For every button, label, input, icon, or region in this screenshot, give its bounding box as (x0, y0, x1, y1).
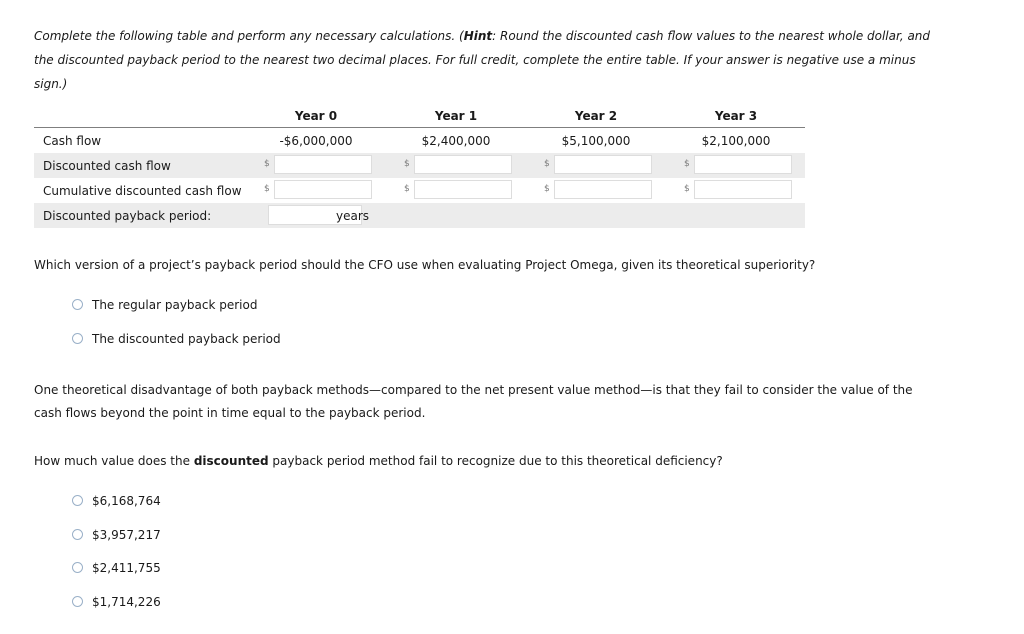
header-year-2: Year 2 (574, 109, 618, 123)
question-2-prefix: How much value does the (34, 454, 194, 468)
table-header (34, 106, 805, 128)
dollar-sign: $ (264, 159, 270, 169)
dollar-sign: $ (264, 184, 270, 194)
header-year-1: Year 1 (434, 109, 478, 123)
cum-year-2-input[interactable] (554, 180, 652, 199)
radio-icon[interactable] (72, 596, 83, 607)
dollar-sign: $ (404, 159, 410, 169)
cum-year-3-input[interactable] (694, 180, 792, 199)
years-unit: years (336, 209, 370, 223)
radio-icon[interactable] (72, 299, 83, 310)
statement-text: One theoretical disadvantage of both payback methods—compared to the net present value method—is that they fail to consider the value of the cash flows beyond the point in time equal to the payback period. (34, 383, 913, 420)
row-payback-period (34, 203, 805, 228)
question-2-suffix: payback period method fail to recognize due to this theoretical deficiency? (268, 454, 723, 468)
cum-year-1-input[interactable] (414, 180, 512, 199)
dcf-year-1-input[interactable] (414, 155, 512, 174)
header-year-0: Year 0 (294, 109, 338, 123)
cash-flow-table (34, 106, 805, 228)
cum-year-0-input[interactable] (274, 180, 372, 199)
instructions (34, 24, 934, 96)
question-1-text: Which version of a project’s payback period should the CFO use when evaluating Project Omega, given its theoretical superiority? (34, 258, 816, 272)
dcf-year-2-input[interactable] (554, 155, 652, 174)
question-2-text (34, 450, 944, 473)
dcf-year-3-input[interactable] (694, 155, 792, 174)
cash-flow-label: Cash flow (43, 134, 102, 148)
cash-flow-year-2: $5,100,000 (561, 134, 631, 148)
header-year-3: Year 3 (714, 109, 758, 123)
hint-label: Hint (463, 29, 493, 43)
radio-icon[interactable] (72, 333, 83, 344)
option-label: The discounted payback period (92, 332, 281, 346)
option-label: $2,411,755 (92, 561, 161, 575)
dollar-sign: $ (404, 184, 410, 194)
cash-flow-year-0: -$6,000,000 (279, 134, 353, 148)
radio-icon[interactable] (72, 529, 83, 540)
dollar-sign: $ (544, 159, 550, 169)
instructions-prefix: Complete the following table and perform any necessary calculations. ( (34, 29, 464, 43)
cumulative-dcf-label: Cumulative discounted cash flow (43, 184, 242, 198)
option-label: The regular payback period (92, 298, 258, 312)
hint-text: : Round the discounted cash flow values to the nearest whole dollar, and the discounted payback period to the nearest two decimal places. For full credit, complete the entire table. If your answer is negative use a minus sign.) (34, 29, 931, 91)
cash-flow-year-1: $2,400,000 (421, 134, 491, 148)
option-label: $1,714,226 (92, 595, 161, 609)
dcf-year-0-input[interactable] (274, 155, 372, 174)
discounted-cash-flow-label: Discounted cash flow (43, 159, 171, 173)
dollar-sign: $ (684, 184, 690, 194)
payback-period-label: Discounted payback period: (43, 209, 212, 223)
dollar-sign: $ (684, 159, 690, 169)
option-label: $6,168,764 (92, 494, 161, 508)
row-cash-flow (34, 128, 805, 153)
option-label: $3,957,217 (92, 528, 161, 542)
radio-icon[interactable] (72, 562, 83, 573)
question-2-bold: discounted (193, 454, 269, 468)
radio-icon[interactable] (72, 495, 83, 506)
row-cumulative-dcf (34, 178, 805, 203)
dollar-sign: $ (544, 184, 550, 194)
row-discounted-cash-flow (34, 153, 805, 178)
cash-flow-year-3: $2,100,000 (701, 134, 771, 148)
